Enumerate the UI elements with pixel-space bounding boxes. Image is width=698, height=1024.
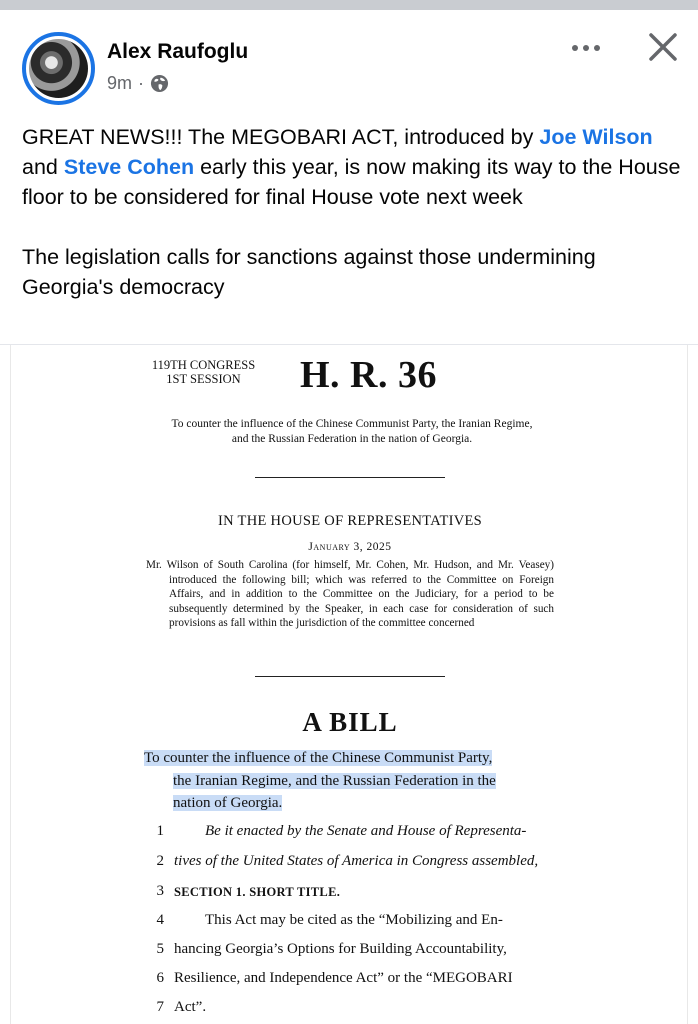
bill-line: 7 Act”. bbox=[156, 999, 207, 1015]
globe-icon bbox=[150, 74, 169, 93]
bill-line: 2 tives of the United States of America in Congress assembled, bbox=[156, 853, 539, 869]
top-divider bbox=[0, 0, 698, 10]
author-name[interactable]: Alex Raufoglu bbox=[107, 40, 249, 63]
bill-line: 1 Be it enacted by the Senate and House of Representa- bbox=[156, 823, 527, 839]
bill-line: 3 SECTION 1. SHORT TITLE. bbox=[156, 883, 341, 899]
post-meta bbox=[107, 73, 169, 94]
bill-introduction: Mr. Wilson of South Carolina (for himself, Mr. Cohen, Mr. Hudson, and Mr. Veasey) introduced the following bill; which was referred to the Committee on Foreign Affairs, and in addition to the Committee on the Judiciary, for a period to be subsequently determined by the Speaker, in each case for consideration of such provisions as fall within the jurisdiction of the committee concerned bbox=[146, 559, 554, 630]
mention-link[interactable]: Steve Cohen bbox=[63, 155, 195, 179]
bill-document-image[interactable] bbox=[0, 344, 698, 1024]
bill-number: H. R. 36 bbox=[300, 354, 437, 396]
divider bbox=[255, 477, 445, 478]
avatar-photo bbox=[29, 39, 88, 98]
bill-line: 4 This Act may be cited as the “Mobilizing and En- bbox=[156, 912, 503, 928]
divider bbox=[255, 676, 445, 677]
bill-date: January 3, 2025 bbox=[308, 541, 392, 553]
dot-separator: · bbox=[138, 73, 145, 93]
bill-purpose: To counter the influence of the Chinese Communist Party, the Iranian Regime, and the Russian Federation in the nation of Georgia. bbox=[171, 418, 533, 445]
avatar[interactable] bbox=[22, 32, 95, 105]
congress-label: 119TH CONGRESS 1ST SESSION bbox=[151, 358, 256, 386]
bill-line: 5 hancing Georgia’s Options for Building Accountability, bbox=[156, 941, 507, 957]
bill-line: 6 Resilience, and Independence Act” or the “MEGOBARI bbox=[156, 970, 513, 986]
post-paragraph-1: GREAT NEWS!!! The MEGOBARI ACT, introduced by Joe Wilson and Steve Cohen early this year, is now making its way to the House floor to be considered for final House vote next week bbox=[22, 125, 681, 209]
post-paragraph-2: The legislation calls for sanctions against those undermining Georgia's democracy bbox=[22, 245, 596, 299]
post-text bbox=[22, 122, 682, 302]
bill-heading: A BILL bbox=[302, 707, 398, 737]
post-time[interactable]: 9m bbox=[107, 73, 133, 93]
house-heading: IN THE HOUSE OF REPRESENTATIVES bbox=[217, 513, 483, 529]
mention-link[interactable]: Joe Wilson bbox=[539, 125, 653, 149]
more-options-icon[interactable] bbox=[566, 36, 606, 60]
bill-title-highlighted: To counter the influence of the Chinese Communist Party, the Iranian Regime, and the Russian Federation in the nation of Georgia. bbox=[144, 750, 496, 811]
close-icon[interactable] bbox=[644, 28, 682, 66]
